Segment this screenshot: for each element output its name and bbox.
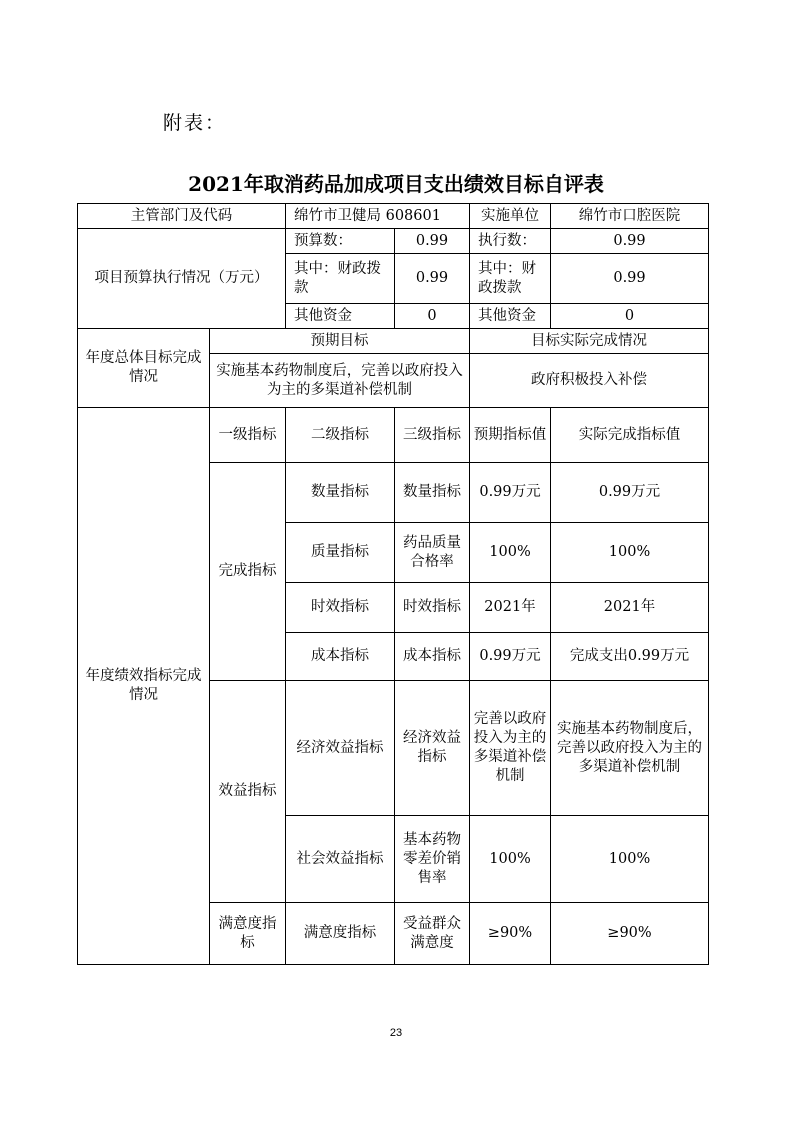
row-actual: 完成支出0.99万元 [551, 633, 709, 681]
expected-goal-text: 实施基本药物制度后，完善以政府投入为主的多渠道补偿机制 [210, 354, 470, 408]
row-actual: 2021年 [551, 583, 709, 633]
header-expected: 预期指标值 [470, 408, 551, 463]
row-level3: 数量指标 [395, 463, 470, 523]
header-level2: 二级指标 [286, 408, 395, 463]
group-completion: 完成指标 [210, 463, 286, 681]
indicators-section-label: 年度绩效指标完成情况 [78, 408, 210, 965]
page-number: 23 [389, 1027, 403, 1039]
fiscal-budget-label: 其中：财政拨款 [286, 254, 395, 304]
exec-amount-label: 执行数： [470, 229, 551, 254]
row-actual: ≥90% [551, 903, 709, 965]
evaluation-table [77, 203, 709, 965]
other-exec-label: 其他资金 [470, 304, 551, 329]
row-actual: 0.99万元 [551, 463, 709, 523]
row-level3: 药品质量合格率 [395, 523, 470, 583]
row-expected: 0.99万元 [470, 633, 551, 681]
exec-amount-value: 0.99 [551, 229, 709, 254]
dept-value: 绵竹市卫健局 608601 [286, 204, 470, 229]
group-benefit: 效益指标 [210, 681, 286, 903]
budget-label: 项目预算执行情况（万元） [78, 229, 286, 329]
row-expected: 完善以政府投入为主的多渠道补偿机制 [470, 681, 551, 816]
row-expected: ≥90% [470, 903, 551, 965]
row-level2: 经济效益指标 [286, 681, 395, 816]
row-actual: 100% [551, 523, 709, 583]
dept-label: 主管部门及代码 [78, 204, 286, 229]
header-actual: 实际完成指标值 [551, 408, 709, 463]
row-level2: 时效指标 [286, 583, 395, 633]
fiscal-exec-value: 0.99 [551, 254, 709, 304]
fiscal-exec-label: 其中：财政拨款 [470, 254, 551, 304]
other-exec-value: 0 [551, 304, 709, 329]
other-budget-value: 0 [395, 304, 470, 329]
actual-goal-text: 政府积极投入补偿 [470, 354, 709, 408]
row-expected: 100% [470, 816, 551, 903]
annual-goal-label: 年度总体目标完成情况 [78, 329, 210, 408]
header-level1: 一级指标 [210, 408, 286, 463]
row-actual: 实施基本药物制度后，完善以政府投入为主的多渠道补偿机制 [551, 681, 709, 816]
unit-label: 实施单位 [470, 204, 551, 229]
row-expected: 2021年 [470, 583, 551, 633]
row-level3: 受益群众满意度 [395, 903, 470, 965]
group-satisfaction: 满意度指标 [210, 903, 286, 965]
actual-goal-header: 目标实际完成情况 [470, 329, 709, 354]
budget-amount-label: 预算数： [286, 229, 395, 254]
row-level2: 成本指标 [286, 633, 395, 681]
appendix-label: 附表： [163, 112, 227, 134]
other-budget-label: 其他资金 [286, 304, 395, 329]
row-level2: 社会效益指标 [286, 816, 395, 903]
row-level3: 经济效益指标 [395, 681, 470, 816]
row-level2: 满意度指标 [286, 903, 395, 965]
row-expected: 100% [470, 523, 551, 583]
row-level2: 质量指标 [286, 523, 395, 583]
row-level2: 数量指标 [286, 463, 395, 523]
fiscal-budget-value: 0.99 [395, 254, 470, 304]
page-title: 2021年取消药品加成项目支出绩效目标自评表 [188, 172, 604, 196]
row-level3: 时效指标 [395, 583, 470, 633]
header-level3: 三级指标 [395, 408, 470, 463]
expected-goal-header: 预期目标 [210, 329, 470, 354]
row-level3: 成本指标 [395, 633, 470, 681]
unit-value: 绵竹市口腔医院 [551, 204, 709, 229]
row-expected: 0.99万元 [470, 463, 551, 523]
budget-amount-value: 0.99 [395, 229, 470, 254]
row-level3: 基本药物零差价销售率 [395, 816, 470, 903]
row-actual: 100% [551, 816, 709, 903]
